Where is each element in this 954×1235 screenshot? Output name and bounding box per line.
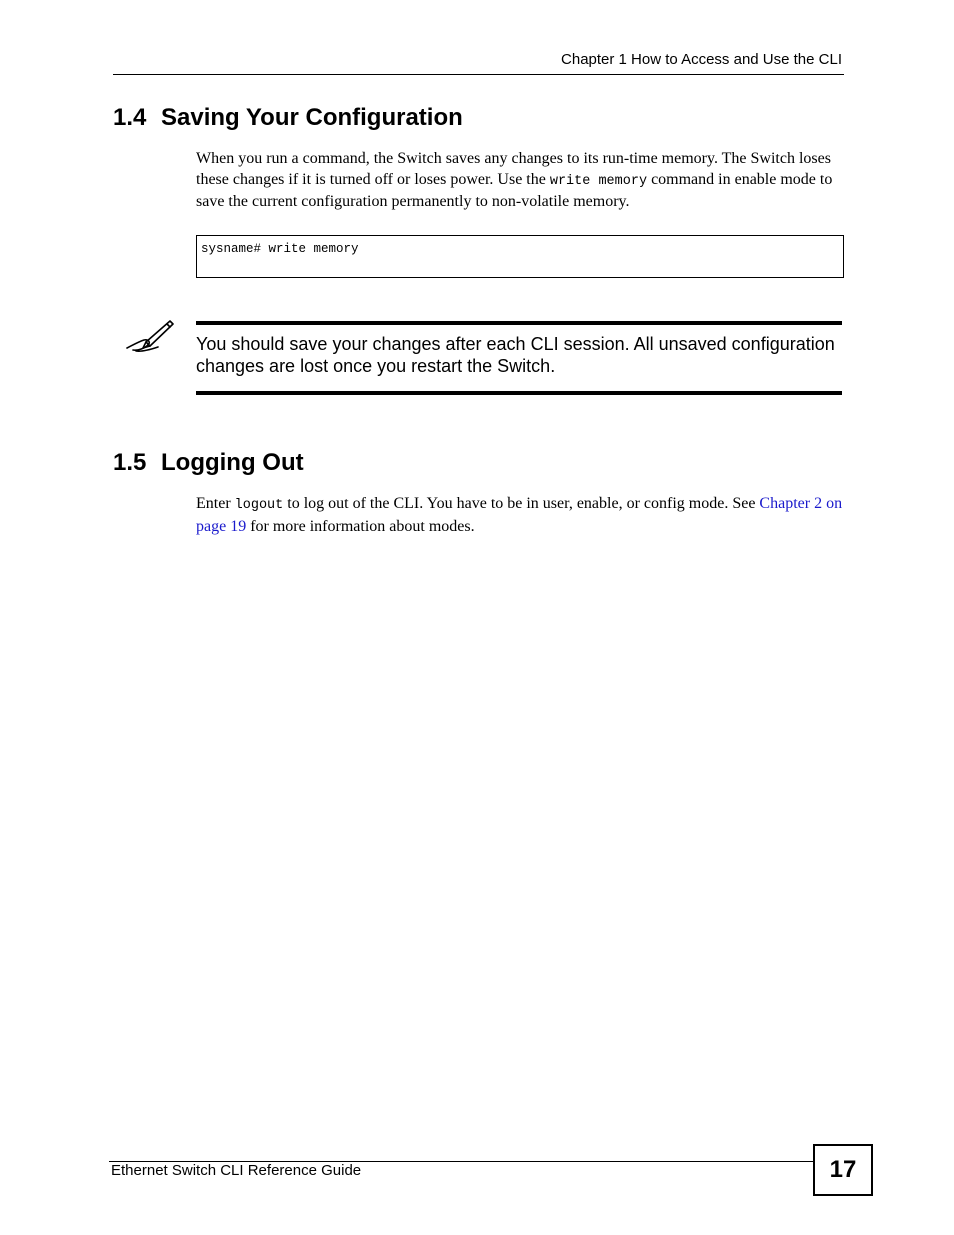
page-number: 17	[829, 1156, 857, 1183]
page-number-box	[813, 1144, 873, 1196]
paragraph-text: When you run a command, the Switch saves any changes to its run-time memory. The Switch loses these changes if it is turned off or loses power. Use the	[196, 150, 831, 188]
section-heading-1-4	[113, 104, 463, 132]
paragraph-text: to log out of the CLI. You have to be in user, enable, or config mode. See	[283, 495, 760, 512]
footer-guide-title: Ethernet Switch CLI Reference Guide	[111, 1162, 362, 1179]
note-top-rule	[196, 321, 842, 325]
note-bottom-rule	[196, 391, 842, 395]
paragraph-text: for more information about modes.	[246, 517, 475, 535]
chapter-2-link[interactable]: Chapter 2 on page 19	[196, 495, 843, 535]
pen-writing-icon	[124, 318, 174, 356]
running-header: Chapter 1 How to Access and Use the CLI	[561, 51, 842, 68]
saving-config-paragraph	[196, 149, 846, 213]
code-example-line: sysname# write memory	[201, 242, 359, 256]
paragraph-text: Enter	[196, 495, 235, 512]
section-number: 1.5	[113, 449, 147, 476]
section-number: 1.4	[113, 104, 147, 131]
code-example-box	[196, 235, 844, 278]
section-title: Saving Your Configuration	[161, 104, 463, 131]
section-heading-1-5	[113, 449, 304, 477]
logging-out-paragraph	[196, 494, 846, 537]
note-text: You should save your changes after each CLI session. All unsaved configuration changes are lost once you restart the Switch.	[196, 334, 835, 376]
inline-code-logout: logout	[234, 498, 284, 513]
section-title: Logging Out	[161, 449, 304, 476]
header-divider	[113, 74, 844, 75]
paragraph-text: command in enable mode to save the current configuration permanently to non-volatile memory.	[196, 170, 833, 210]
inline-code-write-memory: write memory	[549, 173, 648, 189]
